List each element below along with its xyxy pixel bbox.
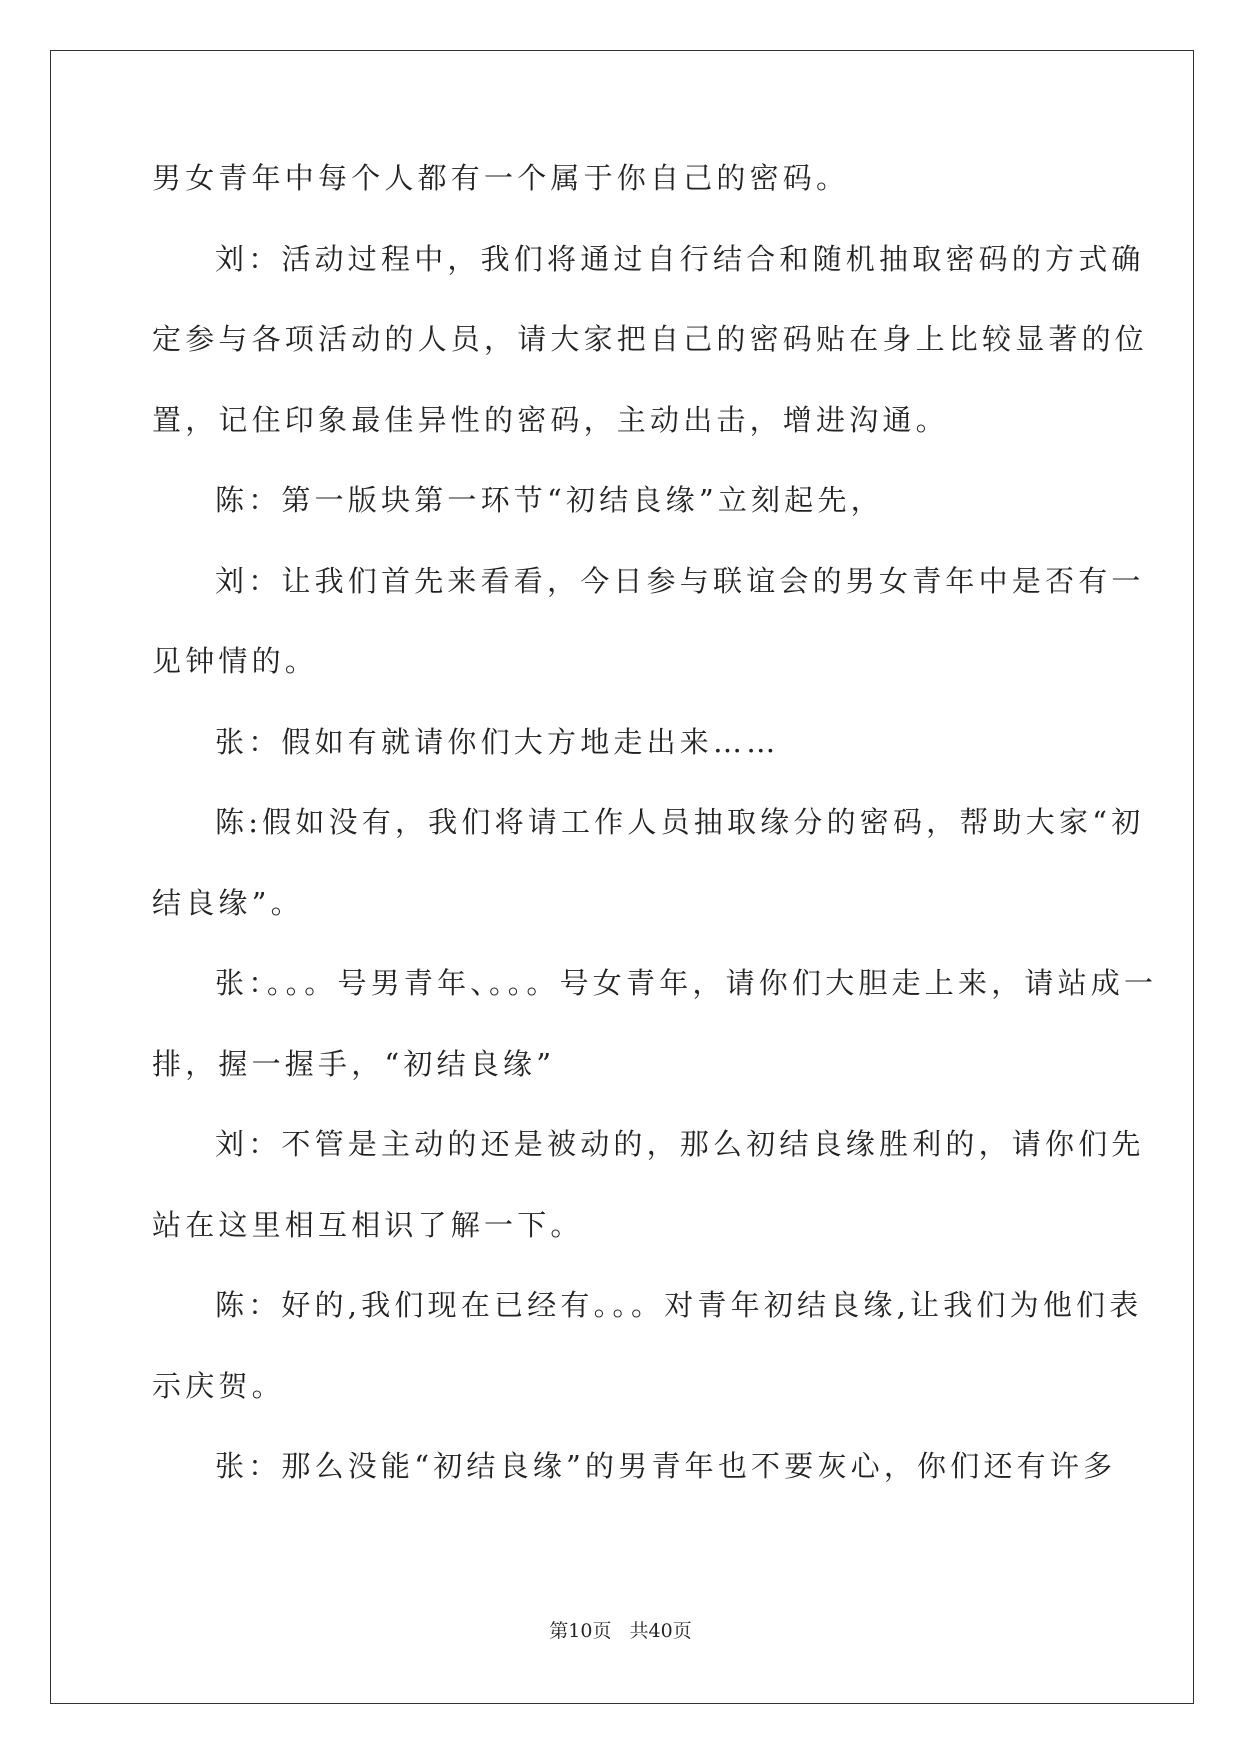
text-line: 刘：不管是主动的还是被动的，那么初结良缘胜利的，请你们先 bbox=[215, 1127, 1145, 1161]
text-line: 结良缘”。 bbox=[152, 885, 304, 920]
page-footer bbox=[0, 1616, 1241, 1643]
text-line: 陈：好的,我们现在已经有。。。对青年初结良缘,让我们为他们表 bbox=[215, 1288, 1143, 1322]
text-line: 示庆贺。 bbox=[152, 1368, 285, 1403]
document-body bbox=[152, 160, 1158, 1529]
text-line: 张：那么没能“初结良缘”的男青年也不要灰心，你们还有许多 bbox=[215, 1449, 1117, 1483]
text-line: 男女青年中每个人都有一个属于你自己的密码。 bbox=[152, 161, 850, 195]
page-number: 第10页 bbox=[549, 1620, 612, 1642]
text-line: 陈:假如没有，我们将请工作人员抽取缘分的密码，帮助大家“初 bbox=[215, 805, 1145, 839]
text-line: 刘：让我们首先来看看，今日参与联谊会的男女青年中是否有一 bbox=[215, 563, 1145, 598]
text-line: 见钟情的。 bbox=[152, 644, 319, 678]
text-line: 陈：第一版块第一环节“初结良缘”立刻起先， bbox=[215, 483, 884, 517]
text-line: 张：假如有就请你们大方地走出来…… bbox=[215, 724, 780, 759]
text-line: 定参与各项活动的人员，请大家把自己的密码贴在身上比较显著的位 bbox=[152, 322, 1149, 356]
page-total: 共40页 bbox=[629, 1620, 692, 1642]
text-line: 站在这里相互相识了解一下。 bbox=[152, 1207, 584, 1242]
text-line: 张：。。。号男青年、。。。号女青年，请你们大胆走上来，请站成一 bbox=[215, 966, 1158, 1000]
text-line: 置，记住印象最佳异性的密码，主动出击，增进沟通。 bbox=[152, 402, 949, 437]
text-line: 排，握一握手，“初结良缘” bbox=[152, 1046, 556, 1081]
text-line: 刘：活动过程中，我们将通过自行结合和随机抽取密码的方式确 bbox=[215, 241, 1145, 276]
